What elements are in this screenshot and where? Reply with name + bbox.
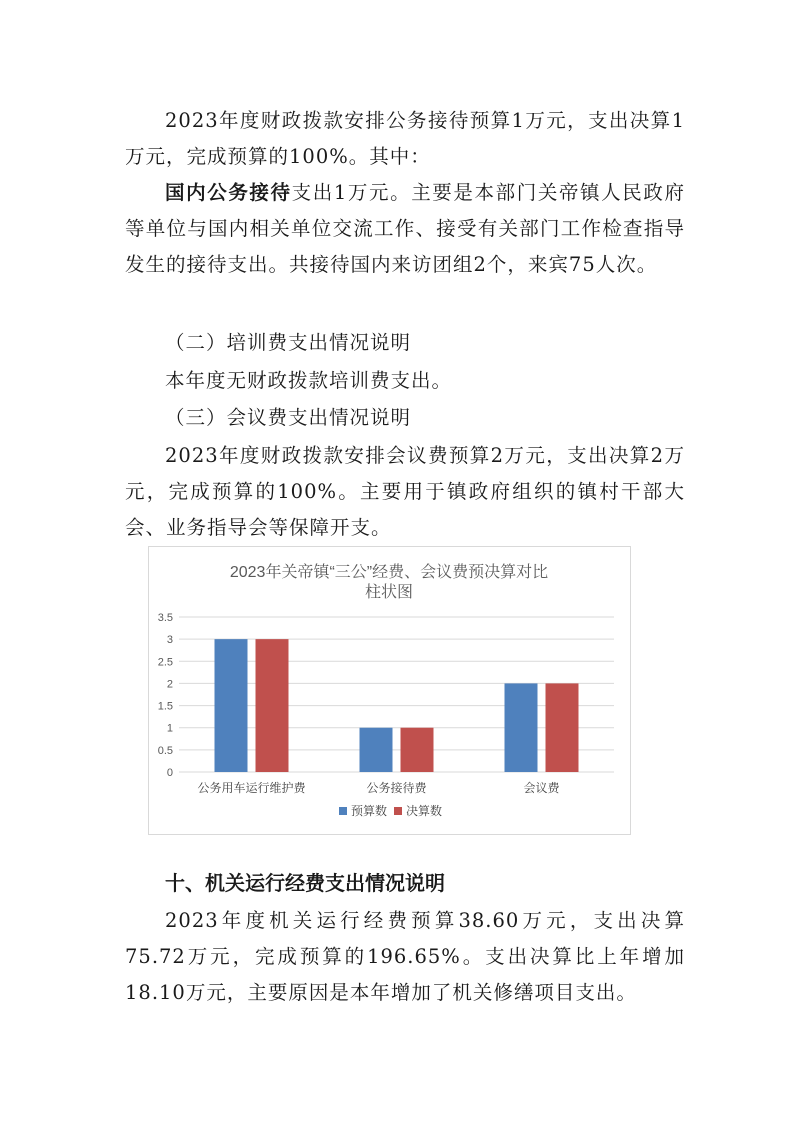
heading-meeting-fee: （三）会议费支出情况说明 — [165, 406, 412, 429]
y-tick-label: 2.5 — [157, 656, 173, 669]
bar-chart — [148, 546, 631, 835]
bar-actual — [546, 683, 579, 772]
section-heading-operating-expenses: 十、机关运行经费支出情况说明 — [165, 871, 445, 895]
heading-training-fee: （二）培训费支出情况说明 — [165, 331, 412, 354]
bar-budget — [215, 639, 248, 772]
y-tick-label: 0.5 — [157, 744, 173, 757]
y-tick-label: 2 — [166, 678, 173, 691]
x-category-label: 公务接待费 — [366, 781, 427, 795]
chart-title-line2: 柱状图 — [364, 584, 414, 601]
x-category-label: 公务用车运行维护费 — [197, 781, 306, 795]
bar-actual — [401, 728, 434, 772]
paragraph-meeting-fee: 2023年度财政拨款安排会议费预算2万元，支出决算2万元，完成预算的100%。主要用于镇政府组织的镇村干部大会、业务指导会等保障开支。 — [125, 444, 685, 539]
bar-budget — [505, 683, 538, 772]
paragraph-training-fee: 本年度无财政拨款培训费支出。 — [165, 369, 453, 392]
y-tick-label: 3.5 — [157, 612, 173, 624]
y-tick-label: 1.5 — [157, 700, 173, 713]
y-tick-label: 0 — [166, 767, 173, 779]
legend-label: 预算数 — [351, 804, 388, 818]
paragraph-domestic-hospitality — [125, 175, 685, 283]
legend-swatch — [394, 807, 402, 815]
y-tick-label: 3 — [166, 634, 173, 647]
paragraph-hospitality-budget: 2023年度财政拨款安排公务接待预算1万元，支出决算1万元，完成预算的100%。其中： — [125, 109, 685, 168]
legend-swatch — [339, 807, 347, 815]
y-tick-label: 1 — [166, 722, 173, 735]
bar-chart-svg — [149, 547, 630, 834]
x-category-label: 会议费 — [523, 781, 560, 795]
domestic-hospitality-label: 国内公务接待 — [165, 181, 292, 204]
paragraph-operating-expenses: 2023年度机关运行经费预算38.60万元，支出决算75.72万元，完成预算的196.65%。支出决算比上年增加18.10万元，主要原因是本年增加了机关修缮项目支出。 — [125, 909, 685, 1004]
legend-label: 决算数 — [406, 804, 443, 818]
chart-title-line1: 2023年关帝镇“三公”经费、会议费预决算对比 — [229, 564, 549, 581]
bar-budget — [360, 728, 393, 772]
domestic-hospitality-text: 支出1万元。主要是本部门关帝镇人民政府等单位与国内相关单位交流工作、接受有关部门工作检查指导发生的接待支出。共接待国内来访团组2个，来宾75人次。 — [125, 181, 685, 276]
bar-actual — [256, 639, 289, 772]
